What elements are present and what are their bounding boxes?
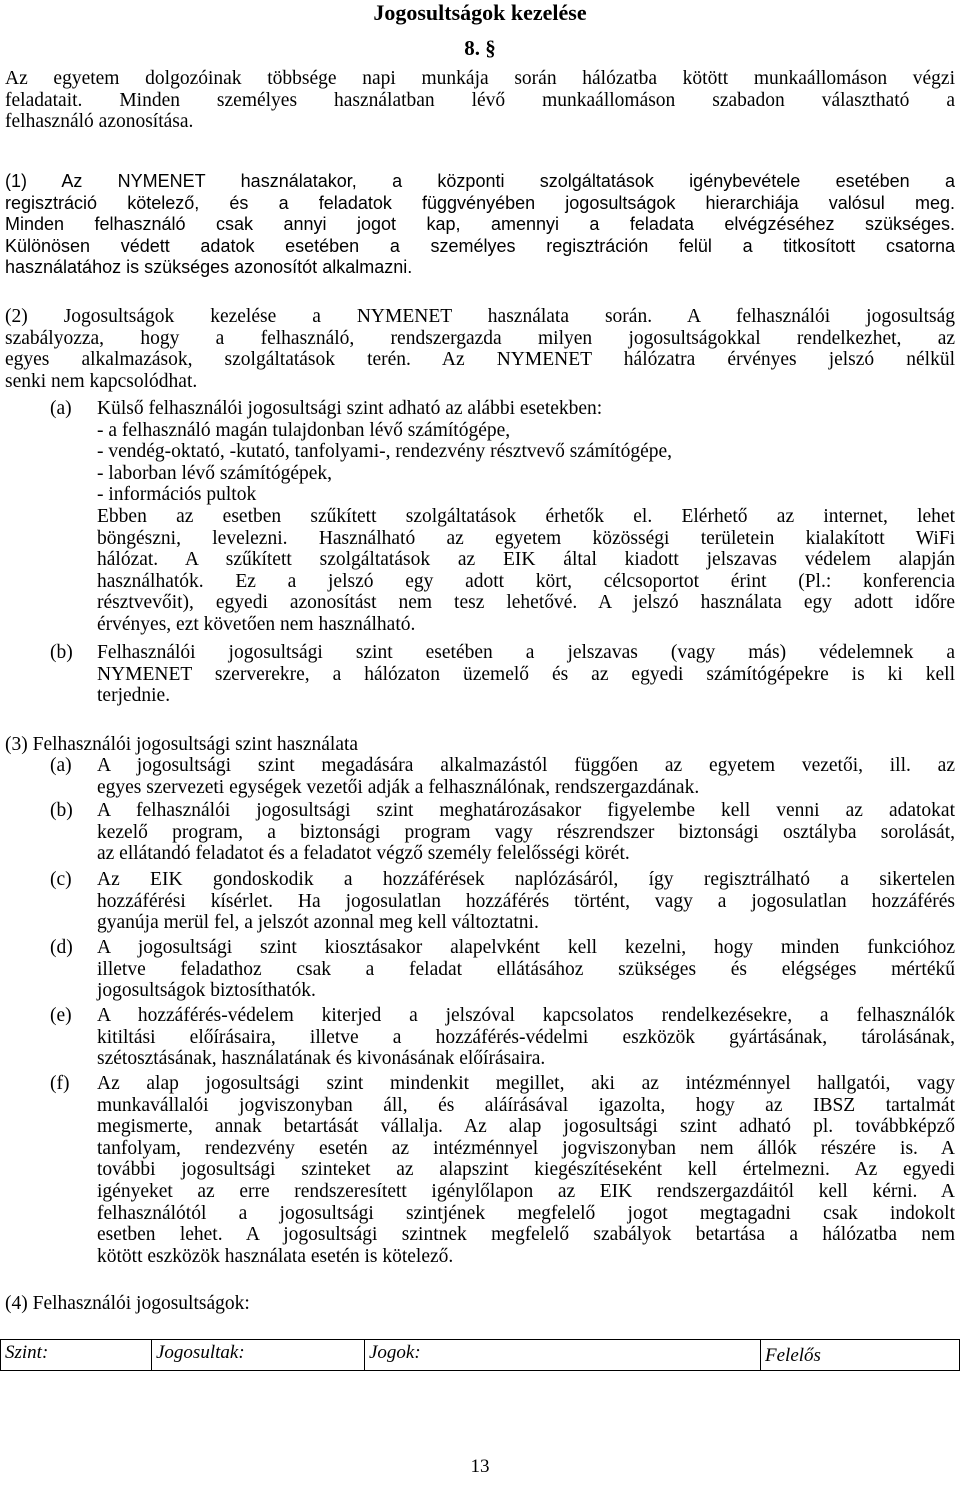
intro-paragraph [5,68,955,133]
page-number: 13 [470,1456,490,1477]
text-line: megismerte, annak betartását vállalja. Az alap jogosultsági szint adható pl. továbbképző [97,1116,955,1138]
text-line: felhasználó azonosítása. [5,111,194,133]
text-line: (3) Felhasználói jogosultsági szint használata [5,734,359,755]
item-body [97,937,955,1002]
text-line: egyes alkalmazások, szolgáltatások terén. Az NYMENET hálózatra érvényes jelszó nélkül [5,349,955,371]
item-label: (a) [50,398,72,419]
text-line: böngészni, levelezni. Használható az egyetem közösségi területein kialakított WiFi [97,527,955,549]
item-label: (f) [50,1073,70,1094]
item-body [97,398,955,636]
text-line: résztvevőit), egyedi azonosítást nem tesz lehetővé. A jelszó használata egy adott időre [97,592,955,614]
text-line: illetve feladathoz csak a feladat ellátásához szükséges és elégséges mértékű [97,958,955,980]
page-title: Jogosultságok kezelése [373,0,587,25]
text-line: - információs pultok [97,484,257,506]
text-line: Minden felhasználó csak annyi jogot kap, amennyi a feladata elvégzéséhez szükséges. [5,214,955,235]
text-line: igényeket az erre rendszeresített igénylőlapon az EIK rendszergazdáitól kell kérni. A [97,1180,955,1202]
text-line: (4) Felhasználói jogosultságok: [5,1293,250,1314]
text-line: tanfolyam, rendezvény esetén az intézménnyel jogviszonyban nem állók részére is. A [97,1137,955,1159]
item-body [97,869,955,934]
text-line: érvényes, ezt követően nem használható. [97,613,416,635]
paragraph-1 [5,171,955,279]
text-line: A hozzáférés-védelem kiterjed a jelszóval kapcsolatos rendelkezésekre, a felhasználók [97,1005,955,1026]
item-label: (d) [50,937,73,958]
text-line: további jogosultsági szinteket az alapszint kiegészítéseként kell értelmezni. Az egyedi [97,1159,955,1181]
text-line: jogosultságok biztosíthatók. [97,980,316,1002]
text-line: munkavállalói jogviszonyban áll, és aláírásával igazolta, hogy az IBSZ tartalmát [97,1094,955,1116]
item-label: (c) [50,869,72,890]
text-line: Az alap jogosultsági szint mindenkit megillet, aki az intézménnyel hallgatói, vagy [97,1073,955,1094]
text-line: regisztráció kötelező, és a feladatok függvényében jogosultságok hierarchiája valósul meg. [5,192,955,213]
text-line: feladatait. Minden személyes használatban lévő munkaállomáson szabadon választható a [5,89,955,111]
text-line: szabályozza, hogy a felhasználó, rendszergazda milyen jogosultságokkal rendelkezhet, az [5,327,955,349]
text-line: senki nem kapcsolódhat. [5,370,198,392]
text-line: terjednie. [97,685,171,707]
text-line: egyes szervezeti egységek vezetői adják a felhasználónak, rendszergazdának. [97,776,700,798]
text-line: felhasználótól a jogosultsági szintjének megfelelő jogot megtagadni csak indokolt [97,1202,955,1224]
text-line: (2) Jogosultságok kezelése a NYMENET használata során. A felhasználói jogosultság [5,306,955,327]
text-line: Különösen védett adatok esetében a személyes regisztráción felül a titkosított csatorna [5,235,955,256]
paragraph-2 [5,306,955,392]
item-body [97,755,955,798]
text-line: szétosztásának, használatának és kivonásának előírásaira. [97,1048,546,1070]
text-line: Az EIK gondoskodik a hozzáférések naplózásáról, így regisztrálható a sikertelen [97,869,955,890]
text-line: gyanúja merül fel, a jelszót azonnal meg kell változtatni. [97,912,539,934]
text-line: hozzáférési kísérlet. Ha jogosulatlan hozzáférés történt, vagy a jogosulatlan hozzáférés [97,890,955,912]
text-line: használatához is szükséges azonosítót alkalmazni. [5,257,413,278]
text-line: esetben lehet. A jogosultsági szintnek megfelelő szabályok betartása a hálózatba nem [97,1224,955,1246]
paragraph-4-heading [5,1293,955,1315]
text-line: az ellátandó feladatot és a feladatot végző személy felelősségi körét. [97,843,630,865]
item-body [97,1073,955,1267]
text-line: - laborban lévő számítógépek, [97,462,332,484]
text-line: Külső felhasználói jogosultsági szint adható az alábbi esetekben: [97,398,603,419]
text-line: A jogosultsági szint kiosztásakor alapelvként kell kezelni, hogy minden funkcióhoz [97,937,955,958]
item-label: (b) [50,800,73,821]
text-line: használhatók. Ez a jelszó egy adott kört, célcsoportot érint (Pl.: konferencia [97,570,955,592]
text-line: kezelő program, a biztonsági program vagy részrendszer biztonsági osztályba sorolását, [97,821,955,843]
text-line: A jogosultsági szint megadására alkalmazástól függően az egyetem vezetői, ill. az [97,755,955,776]
text-line: Ebben az esetben szűkített szolgáltatások érhetők el. Elérhető az internet, lehet [97,505,955,527]
permissions-table-header [0,1339,960,1371]
text-line: - a felhasználó magán tulajdonban lévő számítógépe, [97,419,511,441]
paragraph-3-heading [5,734,955,756]
table-header-cell: Szint: [1,1340,152,1370]
text-line: Felhasználói jogosultsági szint esetében a jelszavas (vagy más) védelemnek a [97,642,955,663]
item-body [97,800,955,865]
item-body [97,1005,955,1070]
text-line: kitiltási előírásaira, illetve a hozzáférés-védelmi eszközök gyártásának, tárolásának, [97,1026,955,1048]
table-header-cell: Felelős [765,1345,821,1366]
item-label: (b) [50,642,73,663]
item-body [97,642,955,707]
table-header-cell: Jogok: [365,1340,761,1370]
text-line: A felhasználói jogosultsági szint meghatározásakor figyelembe kell venni az adatokat [97,800,955,821]
text-line: kötött eszközök használata esetén is kötelező. [97,1245,454,1267]
text-line: NYMENET szerverekre, a hálózaton üzemelő és az egyedi számítógépekre is ki kell [97,663,955,685]
table-header-cell: Jogosultak: [152,1340,365,1370]
text-line: - vendég-oktató, -kutató, tanfolyami-, rendezvény résztvevő számítógépe, [97,441,673,463]
section-number: 8. § [464,36,496,60]
item-label: (a) [50,755,72,776]
item-label: (e) [50,1005,72,1026]
text-line: hálózat. A szűkített szolgáltatások az EIK által kiadott jelszavas védelem alapján [97,549,955,571]
text-line: Az egyetem dolgozóinak többsége napi munkája során hálózatba kötött munkaállomáson végzi [5,68,955,89]
text-line: (1) Az NYMENET használatakor, a központi szolgáltatások igénybevétele esetében a [5,171,955,191]
